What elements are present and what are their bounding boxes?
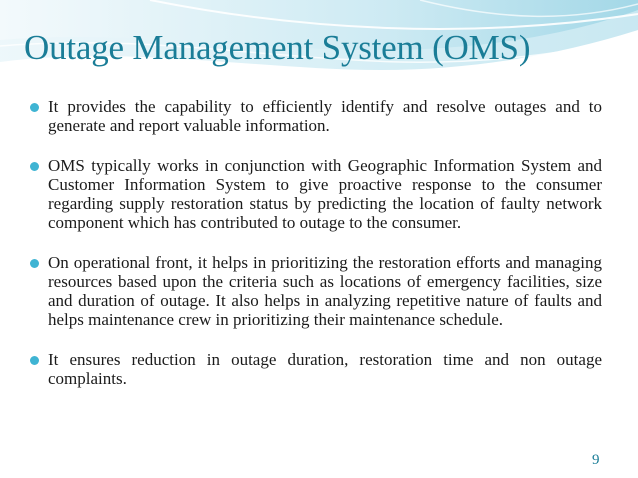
bullet-item [30,253,602,329]
bullet-text: It provides the capability to efficiently identify and resolve outages and to generate and report valuable information. [48,97,602,135]
bullet-dot-icon [30,259,39,268]
bullet-dot-icon [30,103,39,112]
bullet-text: OMS typically works in conjunction with Geographic Information System and Customer Information System to give proactive response to the consumer regarding supply restoration status by predicting the location of faulty network component which has contributed to outage to the consumer. [48,156,602,232]
slide-title: Outage Management System (OMS) [24,28,531,67]
bullet-item [30,156,602,232]
bullet-dot-icon [30,356,39,365]
page-number: 9 [592,452,600,468]
bullet-list [30,97,602,409]
bullet-dot-icon [30,162,39,171]
bullet-text: On operational front, it helps in prioritizing the restoration efforts and managing resources based upon the criteria such as locations of emergency facilities, size and duration of outage. It also helps in analyzing repetitive nature of faults and helps maintenance crew in prioritizing their maintenance schedule. [48,253,602,329]
bullet-item [30,350,602,388]
bullet-item [30,97,602,135]
bullet-text: It ensures reduction in outage duration, restoration time and non outage complaints. [48,350,602,388]
